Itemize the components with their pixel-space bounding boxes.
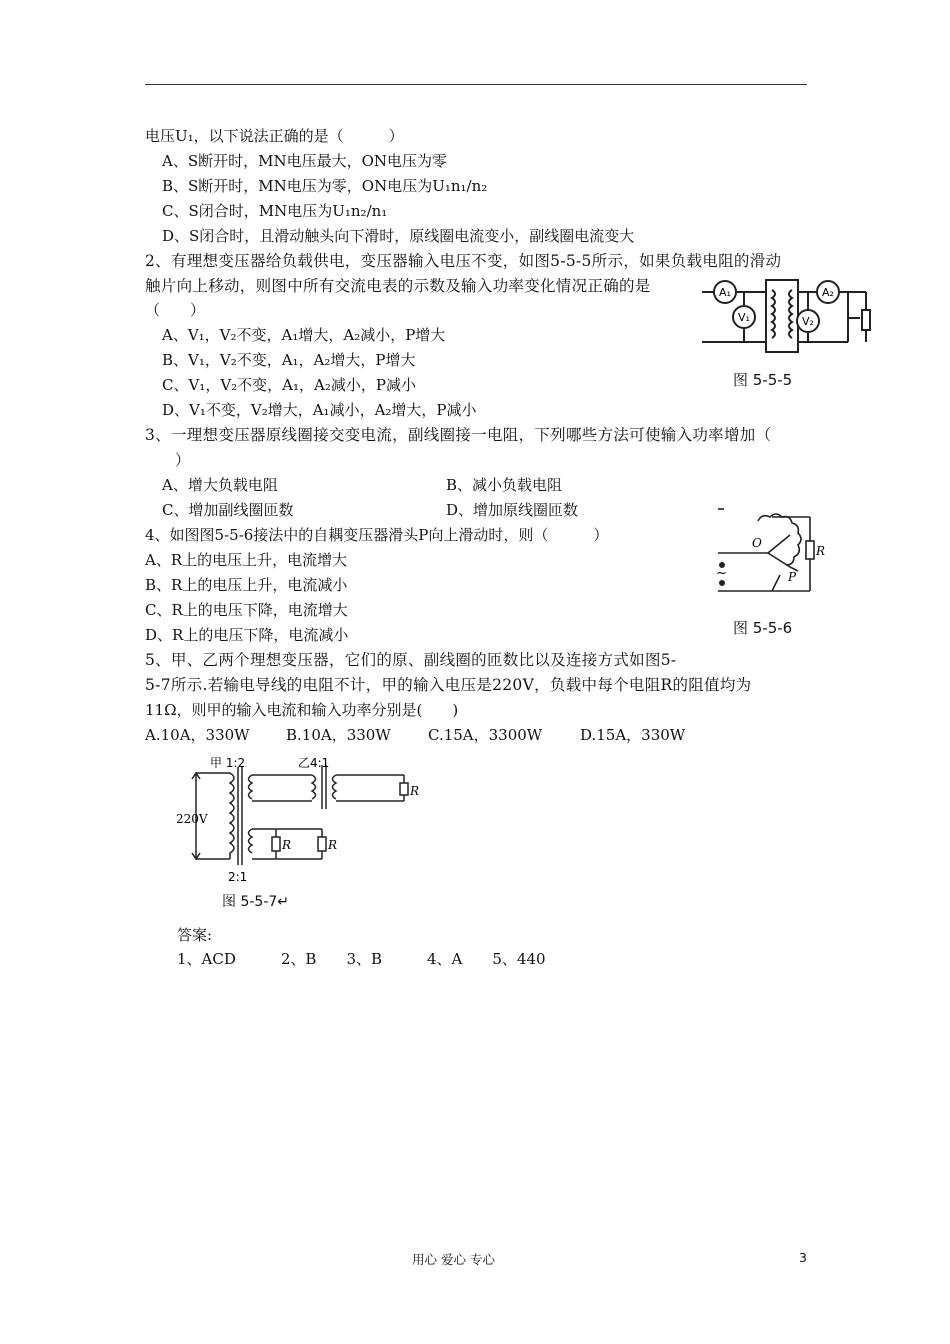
q3-line2: ） (175, 451, 191, 469)
q3-option-c: C、增加副线圈匝数 (162, 501, 294, 519)
q3-option-b: B、减小负载电阻 (446, 476, 563, 494)
figure-5-5-7-caption: 图 5-5-7↵ (222, 894, 290, 910)
resistor-r-right-label: R (328, 838, 338, 852)
figure-5-5-5 (700, 276, 880, 358)
q4-option-c: C、R上的电压下降，电流增大 (145, 601, 348, 619)
q4-option-d: D、R上的电压下降，电流减小 (145, 626, 349, 644)
page-number: 3 (799, 1250, 807, 1265)
q1-option-a: A、S断开时，MN电压最大，ON电压为零 (162, 152, 448, 170)
ac-source-symbol: ~ (716, 566, 727, 581)
q1-option-d: D、S闭合时，且滑动触头向下滑时，原线圈电流变小，副线圈电流变大 (162, 227, 635, 245)
q5-option-d: D.15A，330W (580, 726, 686, 744)
q2-line1: 2、有理想变压器给负载供电，变压器输入电压不变，如图5-5-5所示，如果负载电阻的滑动 (145, 252, 782, 270)
transformer-jia-label: 甲 1:2 (210, 756, 246, 770)
q1-stem-tail: 电压U₁，以下说法正确的是（ ） (145, 127, 404, 145)
q2-option-b: B、V₁，V₂不变，A₁，A₂增大，P增大 (162, 351, 416, 369)
figure-5-5-6-caption: 图 5-5-6 (733, 619, 793, 637)
q4-stem: 4、如图图5-5-6接法中的自耦变压器滑头P向上滑动时，则（ ） (145, 526, 609, 544)
q3-option-a: A、增大负载电阻 (162, 476, 278, 494)
q4-option-b: B、R上的电压上升，电流减小 (145, 576, 348, 594)
q2-option-d: D、V₁不变，V₂增大，A₁减小，A₂增大，P减小 (162, 401, 477, 419)
figure-5-5-7 (172, 755, 432, 887)
autotransformer-o-label: O (752, 536, 762, 550)
q5-option-a: A.10A，330W (145, 726, 250, 744)
q2-option-a: A、V₁，V₂不变，A₁增大，A₂减小，P增大 (162, 326, 446, 344)
q1-option-b: B、S断开时，MN电压为零，ON电压为U₁n₁/n₂ (162, 177, 488, 195)
q2-option-c: C、V₁，V₂不变，A₁，A₂减小，P减小 (162, 376, 416, 394)
q5-option-c: C.15A，3300W (428, 726, 543, 744)
figure-5-5-5-caption: 图 5-5-5 (733, 371, 793, 389)
figure-5-5-6 (712, 505, 832, 597)
q5-line1: 5、甲、乙两个理想变压器，它们的原、副线圈的匝数比以及连接方式如图5- (145, 651, 677, 669)
q4-option-a: A、R上的电压上升，电流增大 (145, 551, 348, 569)
q5-option-b: B.10A，330W (286, 726, 391, 744)
resistor-r-label: R (816, 544, 826, 558)
answers-title: 答案: (177, 926, 213, 944)
q3-option-d: D、增加原线圈匝数 (446, 501, 579, 519)
q5-line2: 5-7所示.若输电导线的电阻不计，甲的输入电压是220V，负载中每个电阻R的阻值均为 (145, 676, 752, 694)
resistor-r-middle-label: R (282, 838, 292, 852)
header-rule (145, 84, 807, 85)
voltmeter-v1-label: V₁ (738, 311, 750, 324)
footer-motto: 用心 爱心 专心 (412, 1252, 495, 1267)
q3-line1: 3、一理想变压器原线圈接交变电流，副线圈接一电阻，下列哪些方法可使输入功率增加（ (145, 426, 772, 444)
resistor-r-upper-label: R (410, 784, 420, 798)
q2-line3: （ ） (145, 301, 206, 319)
ratio-2-1-label: 2:1 (228, 870, 248, 884)
q2-line2: 触片向上移动，则图中所有交流电表的示数及输入功率变化情况正确的是 (145, 277, 651, 295)
answers-line: 1、ACD 2、B 3、B 4、A 5、440 (177, 950, 546, 968)
ammeter-a1-label: A₁ (719, 286, 731, 299)
q1-option-c: C、S闭合时，MN电压为U₁n₂/n₁ (162, 202, 388, 220)
voltmeter-v2-label: V₂ (802, 315, 814, 328)
transformer-yi-label: 乙4:1 (298, 756, 330, 770)
q5-line3: 11Ω，则甲的输入电流和输入功率分别是( ) (145, 701, 459, 719)
slider-p-label: P (788, 570, 797, 584)
input-voltage-label: 220V (176, 812, 208, 826)
ammeter-a2-label: A₂ (822, 286, 834, 299)
